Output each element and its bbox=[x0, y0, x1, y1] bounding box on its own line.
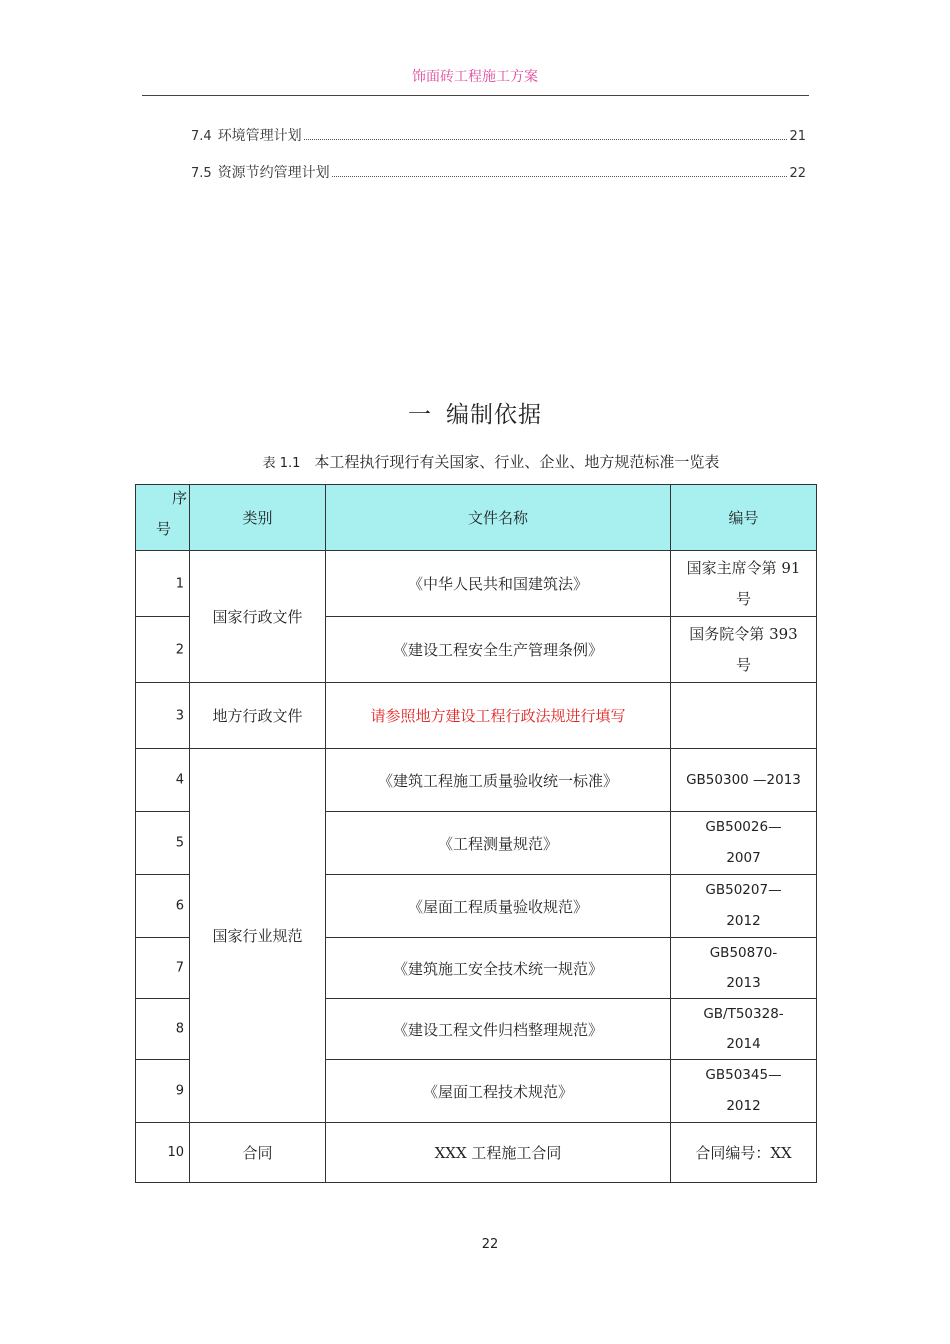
toc-entry-label: 资源节约管理计划 bbox=[217, 165, 330, 181]
table-row bbox=[136, 683, 817, 749]
header-cell-name: 文件名称 bbox=[326, 485, 671, 551]
table-caption-text: 本工程执行现行有关国家、行业、企业、地方规范标准一览表 bbox=[314, 453, 720, 471]
category-cell: 国家行政文件 bbox=[190, 551, 326, 683]
document-name-cell: 《中华人民共和国建筑法》 bbox=[326, 551, 671, 617]
row-index: 5 bbox=[175, 835, 184, 851]
toc-entry-number: 7.4 bbox=[191, 129, 212, 144]
row-index-cell bbox=[136, 551, 190, 617]
document-name-cell: 《建筑施工安全技术统一规范》 bbox=[326, 938, 671, 999]
header-cell-category: 类别 bbox=[190, 485, 326, 551]
toc-entry-page: 21 bbox=[789, 129, 806, 144]
document-name-cell: XXX 工程施工合同 bbox=[326, 1123, 671, 1183]
row-index-cell bbox=[136, 812, 190, 875]
document-name-cell: 《建设工程安全生产管理条例》 bbox=[326, 617, 671, 683]
document-code-cell: 国务院令第 393 号 bbox=[671, 617, 817, 683]
document-name-cell-highlight: 请参照地方建设工程行政法规进行填写 bbox=[326, 683, 671, 749]
document-code-cell: GB50345—2012 bbox=[671, 1060, 817, 1123]
row-index-cell bbox=[136, 938, 190, 999]
document-code-cell: GB50870-2013 bbox=[671, 938, 817, 999]
toc-leader-dots bbox=[332, 176, 788, 177]
row-index-cell bbox=[136, 1123, 190, 1183]
header-cell-index bbox=[136, 485, 190, 551]
row-index: 3 bbox=[175, 708, 184, 723]
toc-entry-label: 环境管理计划 bbox=[217, 128, 302, 144]
table-caption bbox=[0, 451, 950, 472]
row-index: 6 bbox=[175, 898, 184, 914]
document-name-cell: 《建设工程文件归档整理规范》 bbox=[326, 999, 671, 1060]
document-code-cell: 国家主席令第 91 号 bbox=[671, 551, 817, 617]
header-index-char-1: 序 bbox=[171, 489, 187, 507]
row-index: 8 bbox=[175, 1021, 184, 1037]
standards-table bbox=[135, 484, 817, 1183]
row-index: 4 bbox=[175, 772, 184, 788]
header-divider bbox=[142, 95, 809, 96]
row-index: 9 bbox=[175, 1083, 184, 1099]
document-name-cell: 《屋面工程技术规范》 bbox=[326, 1060, 671, 1123]
table-header-row bbox=[136, 485, 817, 551]
section-heading bbox=[0, 396, 950, 429]
section-number: 一 bbox=[408, 402, 432, 428]
toc-entry[interactable] bbox=[191, 162, 806, 182]
header-index-char-2: 号 bbox=[156, 520, 172, 538]
category-cell: 合同 bbox=[190, 1123, 326, 1183]
toc-entry[interactable] bbox=[191, 125, 806, 145]
document-code-cell: GB/T50328-2014 bbox=[671, 999, 817, 1060]
header-cell-code: 编号 bbox=[671, 485, 817, 551]
table-row bbox=[136, 1123, 817, 1183]
table-caption-number: 表 1.1 bbox=[262, 456, 301, 471]
document-code-cell bbox=[671, 683, 817, 749]
row-index-cell bbox=[136, 875, 190, 938]
row-index-cell bbox=[136, 749, 190, 812]
row-index-cell bbox=[136, 1060, 190, 1123]
document-code-cell: GB50300 —2013 bbox=[671, 749, 817, 812]
row-index-cell bbox=[136, 683, 190, 749]
section-title: 编制依据 bbox=[446, 402, 542, 428]
toc-entry-number: 7.5 bbox=[191, 166, 212, 181]
document-name-cell: 《屋面工程质量验收规范》 bbox=[326, 875, 671, 938]
page-number: 22 bbox=[481, 1237, 499, 1252]
document-code-cell: 合同编号：XX bbox=[671, 1123, 817, 1183]
table-row bbox=[136, 551, 817, 617]
row-index: 7 bbox=[175, 960, 184, 976]
toc-entry-page: 22 bbox=[789, 166, 806, 181]
row-index-cell bbox=[136, 999, 190, 1060]
row-index: 10 bbox=[167, 1144, 184, 1160]
row-index-cell bbox=[136, 617, 190, 683]
row-index: 2 bbox=[175, 642, 184, 657]
toc-leader-dots bbox=[304, 139, 788, 140]
table-row bbox=[136, 749, 817, 812]
category-cell: 国家行业规范 bbox=[190, 749, 326, 1123]
document-name-cell: 《建筑工程施工质量验收统一标准》 bbox=[326, 749, 671, 812]
document-code-cell: GB50026—2007 bbox=[671, 812, 817, 875]
row-index: 1 bbox=[175, 576, 184, 591]
document-name-cell: 《工程测量规范》 bbox=[326, 812, 671, 875]
running-header: 饰面砖工程施工方案 bbox=[412, 69, 538, 85]
category-cell: 地方行政文件 bbox=[190, 683, 326, 749]
document-code-cell: GB50207—2012 bbox=[671, 875, 817, 938]
